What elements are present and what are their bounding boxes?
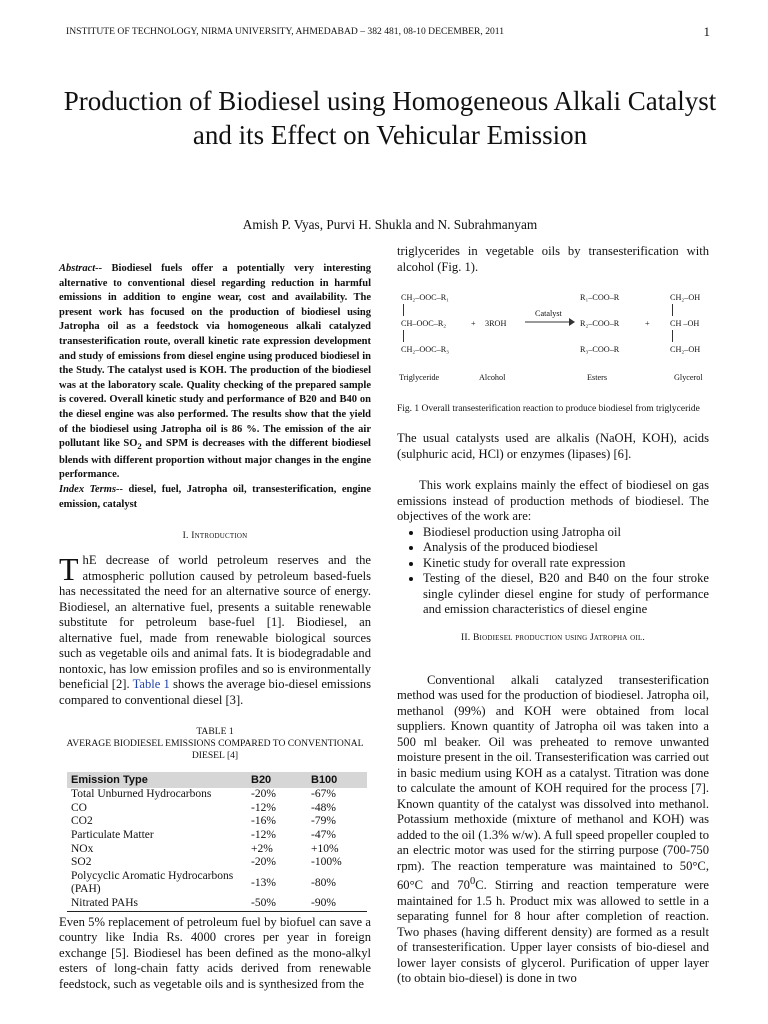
table-cell: SO2 bbox=[71, 856, 92, 869]
section-title: Biodiesel production using Jatropha oil. bbox=[472, 631, 646, 643]
table-header-row bbox=[67, 772, 367, 788]
table-cell: -20% bbox=[251, 856, 276, 869]
table-header-cell: Emission Type bbox=[67, 772, 247, 788]
ester-line-3: R₃–COO–R bbox=[580, 345, 620, 354]
intro-text-b: shows the average bio-diesel emissions compared to conventional diesel [3]. bbox=[59, 677, 372, 707]
abstract-text-2: and SPM is decreases with the different biodiesel blends with different proportion without major changes in the engine performance. bbox=[59, 438, 371, 481]
drop-cap: T bbox=[59, 551, 79, 588]
table-cell: -12% bbox=[251, 828, 276, 841]
intro-text-a: hE decrease of world petroleum reserves and the atmospheric pollution caused by petroleum based-fuels has necessitated the need for an alternative source of energy. Biodiesel, an alternative fuel, presents a suitable renewable substitute for petroleum base-fuel [1]. Biodiesel, an alternative fuel, made from renewable biological sources such as vegetable oils and animal fats. It is biodegradable and nontoxic, has low emission profiles and so is environmentally beneficial [2]. bbox=[59, 553, 371, 692]
label-glycerol: Glycerol bbox=[674, 373, 703, 382]
table-cell: +2% bbox=[251, 842, 273, 855]
triglycerides-paragraph: triglycerides in vegetable oils by transesterification with alcohol (Fig. 1). bbox=[397, 244, 709, 274]
table-cell: -12% bbox=[251, 801, 276, 814]
paper-title: Production of Biodiesel using Homogeneous Alkali Catalyst and its Effect on Vehicular Emission bbox=[63, 86, 717, 150]
section-heading-biodiesel-production bbox=[397, 632, 709, 643]
table-row bbox=[67, 870, 367, 897]
intro-continued-paragraph: Even 5% replacement of petroleum fuel by biofuel can save a country like India Rs. 4000 crores per year in foreign exchange [5]. Biodiesel has been defined as the mono-alkyl esters of long-chain fatty acids derived from renewable feedstock, such as vegetable oils and is synthesized from the bbox=[59, 914, 371, 991]
table-cell: -47% bbox=[311, 828, 336, 841]
table-row bbox=[67, 802, 367, 816]
intro-paragraph bbox=[59, 553, 371, 708]
table-cell: +10% bbox=[311, 842, 339, 855]
figure-1-caption: Fig. 1 Overall transesterification reaction to produce biodiesel from triglyceride bbox=[397, 404, 700, 414]
abstract-text: Biodiesel fuels offer a potentially very interesting alternative to conventional diesel regarding reduction in harmful emissions in addition to engine wear, cost and availability. The present work has focused on the production of biodiesel using Jatropha oil as a feedstock via homogeneous alkali catalyzed transesterification route, overall kinetic rate expression development and study of emissions from diesel engine using produced biodiesel in the Study. The catalyst used is KOH. The production of the biodiesel was at the laboratory scale. Quality checking of the prepared sample is covered. Overall kinetic study and performance of B20 and B40 on the diesel engine was also performed. The results show that the yield of the biodiesel using Jatropha oil is 86 %. The emission of the air pollutant like SO bbox=[59, 263, 371, 450]
glycerol-line-1: CH₂–OH bbox=[670, 293, 701, 302]
table-cell: -48% bbox=[311, 801, 336, 814]
abstract-sub: 2 bbox=[137, 441, 142, 452]
header-institution: INSTITUTE OF TECHNOLOGY, NIRMA UNIVERSITY, AHMEDABAD – 382 481, 08-10 DECEMBER, 2011 bbox=[66, 26, 505, 37]
label-triglyceride: Triglyceride bbox=[399, 373, 440, 382]
table-cell: -79% bbox=[311, 815, 336, 828]
index-terms-text: diesel, fuel, Jatropha oil, transesterification, engine emission, catalyst bbox=[59, 484, 371, 510]
transesterification-reaction-figure bbox=[397, 289, 709, 399]
abstract bbox=[59, 262, 371, 512]
table-cell: -100% bbox=[311, 856, 342, 869]
table-header-cell: B100 bbox=[307, 772, 367, 788]
table-cell: Total Unburned Hydrocarbons bbox=[71, 788, 212, 801]
bond-line bbox=[672, 304, 673, 316]
table-header-cell: B20 bbox=[247, 772, 307, 788]
section-number: II. bbox=[460, 631, 473, 643]
index-terms-label: Index Terms-- bbox=[59, 484, 124, 495]
table-cell: -90% bbox=[307, 897, 367, 911]
table-row bbox=[67, 897, 367, 911]
sec2-text-b: C. Stirring and reaction temperature were maintained for 1.5 h. Product mix was allowed to settle in a separating funnel for 8 hour after completion of reaction. Two phases (having different density) are formed as a result of transesterification. Upper layer consists of bio-diesel and lower layer consists of glycerol. Purification of upper layer (to obtain bio-diesel) is done in two bbox=[397, 878, 709, 986]
table-row bbox=[67, 843, 367, 857]
table-1-link[interactable]: Table 1 bbox=[132, 677, 170, 692]
table-cell: -13% bbox=[251, 876, 276, 889]
abstract-label: Abstract-- bbox=[59, 263, 103, 274]
label-alcohol: Alcohol bbox=[479, 373, 506, 382]
bond-line bbox=[403, 330, 404, 342]
emissions-table bbox=[67, 772, 367, 911]
table-cell: -67% bbox=[311, 788, 336, 801]
table-cell: -16% bbox=[251, 815, 276, 828]
section-title: Introduction bbox=[191, 530, 248, 542]
table-label: TABLE 1 bbox=[196, 726, 234, 738]
paper-authors: Amish P. Vyas, Purvi H. Shukla and N. Subrahmanyam bbox=[242, 217, 538, 232]
glycerol-line-2: CH –OH bbox=[670, 319, 700, 328]
ester-line-1: R₁–COO–R bbox=[580, 293, 620, 302]
glycerol-line-3: CH₂–OH bbox=[670, 345, 701, 354]
triglyceride-line-1: CH₂–OOC–R₁ bbox=[401, 293, 450, 302]
right-column bbox=[397, 244, 709, 987]
table-cell: CO2 bbox=[71, 815, 93, 828]
bond-line bbox=[672, 330, 673, 342]
table-cell: NOx bbox=[71, 842, 94, 855]
running-header bbox=[66, 26, 710, 40]
table-row bbox=[67, 829, 367, 843]
list-item: • Biodiesel production using Jatropha oil bbox=[423, 525, 709, 541]
bond-line bbox=[403, 304, 404, 316]
plus-sign: + bbox=[471, 319, 476, 328]
table-row bbox=[67, 788, 367, 802]
page-number: 1 bbox=[703, 24, 710, 39]
ester-line-2: R₂–COO–R bbox=[580, 319, 620, 328]
list-item: • Analysis of the produced biodiesel bbox=[423, 540, 709, 556]
sec2-text-a: Conventional alkali catalyzed transesterification method was used for the production of biodiesel. Jatropha oil, methanol (99%) and KOH were obtained from local suppliers. Known quantity of Jatropha oil was taken into a 500 ml beaker. Oil was preheated to remove unwanted moisture present in the oil. Transesterification was carried out in basic medium using KOH as a catalyst. Titration was done to calculate the amount of KOH required for the process [7]. Known quantity of the catalyst was dissolved into methanol. Potassium methoxide (mixture of methanol and KOH) was added to the oil (1.3% w/w). A full speed propeller coupled to an electric motor was used for the stirring purpose (700-750 rpm). The reaction temperature was maintained to 50°C, 60°C and 70 bbox=[397, 672, 709, 893]
table-caption: AVERAGE BIODIESEL EMISSIONS COMPARED TO CONVENTIONAL DIESEL [4] bbox=[66, 738, 364, 762]
table-cell: -80% bbox=[311, 876, 336, 889]
section-number: I. bbox=[182, 530, 192, 542]
table-cell: -50% bbox=[247, 897, 307, 911]
objectives-list bbox=[397, 525, 709, 618]
triglyceride-line-3: CH₂–OOC–R₃ bbox=[401, 345, 450, 354]
table-cell: Nitrated PAHs bbox=[67, 897, 247, 911]
alcohol-formula: 3ROH bbox=[485, 319, 507, 328]
catalysts-paragraph: The usual catalysts used are alkalis (NaOH, KOH), acids (sulphuric acid, HCl) or enzymes (lipases) [6]. bbox=[397, 431, 709, 461]
reaction-arrow-icon bbox=[525, 317, 575, 327]
sec2-sup: 0 bbox=[469, 876, 476, 887]
table-cell: Particulate Matter bbox=[71, 828, 154, 841]
catalyst-label: Catalyst bbox=[535, 309, 562, 318]
table-cell: CO bbox=[71, 801, 87, 814]
work-paragraph: This work explains mainly the effect of biodiesel on gas emissions instead of production methods of biodiesel. The objectives of the work are: bbox=[397, 478, 709, 523]
list-item: • Testing of the diesel, B20 and B40 on the four stroke single cylinder diesel engine for study of performance and emission characteristics of diesel engine bbox=[423, 571, 709, 618]
table-cell: Polycyclic Aromatic Hydrocarbons (PAH) bbox=[71, 869, 234, 896]
list-item: • Kinetic study for overall rate expression bbox=[423, 556, 709, 572]
table-row bbox=[67, 856, 367, 870]
triglyceride-line-2: CH–OOC–R₂ bbox=[401, 319, 447, 328]
label-esters: Esters bbox=[587, 373, 608, 382]
biodiesel-production-paragraph bbox=[397, 673, 709, 987]
section-heading-introduction bbox=[59, 530, 371, 541]
left-column bbox=[59, 262, 371, 992]
table-cell: -20% bbox=[251, 788, 276, 801]
plus-sign: + bbox=[645, 319, 650, 328]
table-row bbox=[67, 815, 367, 829]
